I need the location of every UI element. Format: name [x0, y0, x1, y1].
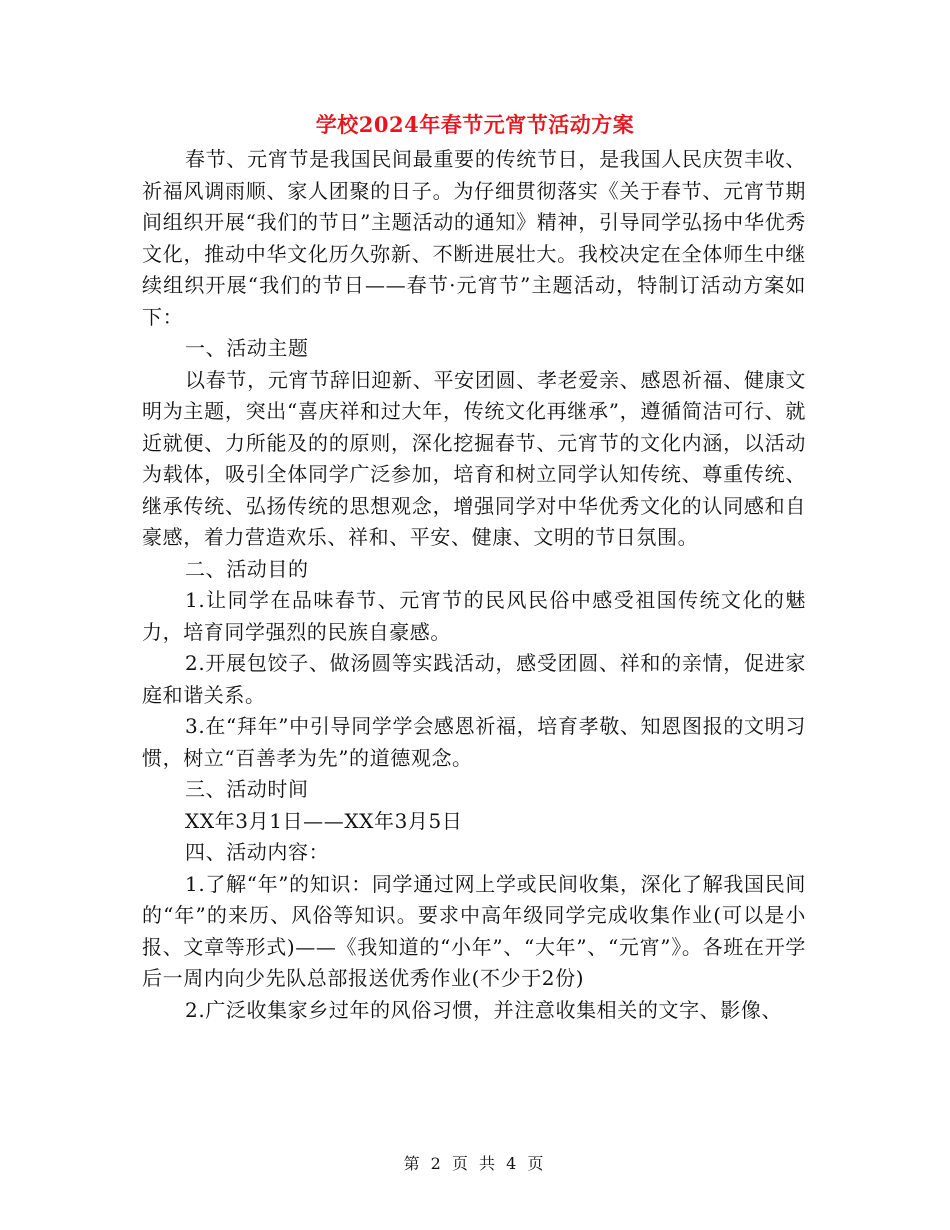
- section-heading-purpose: 二、活动目的: [185, 556, 309, 581]
- purpose-item-2: 2.开展包饺子、做汤圆等实践活动，感受团圆、祥和的亲情，促进家庭和谐关系。: [142, 651, 806, 707]
- page-footer: 第 2 页 共 4 页: [403, 1154, 547, 1173]
- purpose-item-1: 1.让同学在品味春节、元宵节的民风民俗中感受祖国传统文化的魅力，培育同学强烈的民族自豪感。: [142, 588, 806, 644]
- purpose-item-3: 3.在“拜年”中引导同学学会感恩祈福，培育孝敬、知恩图报的文明习惯，树立“百善孝为先”的道德观念。: [142, 714, 806, 770]
- theme-paragraph: 以春节，元宵节辞旧迎新、平安团圆、孝老爱亲、感恩祈福、健康文明为主题，突出“喜庆祥和过大年，传统文化再继承”，遵循简洁可行、就近就便、力所能及的的原则，深化挖掘春节、元宵节的文化内涵，以活动为载体，吸引全体同学广泛参加，培育和树立同学认知传统、尊重传统、继承传统、弘扬传统的思想观念，增强同学对中华优秀文化的认同感和自豪感，着力营造欢乐、祥和、平安、健康、文明的节日氛围。: [142, 367, 806, 549]
- section-heading-time: 三、活动时间: [185, 777, 309, 801]
- section-heading-theme: 一、活动主题: [185, 336, 309, 360]
- section-heading-content: 四、活动内容：: [185, 840, 330, 864]
- content-item-1: 1.了解“年”的知识：同学通过网上学或民间收集，深化了解我国民间的“年”的来历、风俗等知识。要求中高年级同学完成收集作业(可以是小报、文章等形式)——《我知道的“小年”、“大年”、“元宵”》。各班在开学后一周内向少先队总部报送优秀作业(不少于2份): [142, 871, 806, 990]
- time-range: XX年3月1日——XX年3月5日: [185, 808, 463, 833]
- intro-paragraph: 春节、元宵节是我国民间最重要的传统节日，是我国人民庆贺丰收、祈福风调雨顺、家人团聚的日子。为仔细贯彻落实《关于春节、元宵节期间组织开展“我们的节日”主题活动的通知》精神，引导同学弘扬中华优秀文化，推动中华文化历久弥新、不断进展壮大。我校决定在全体师生中继续组织开展“我们的节日——春节·元宵节”主题活动，特制订活动方案如下：: [142, 147, 806, 329]
- content-item-2: 2.广泛收集家乡过年的风俗习惯，并注意收集相关的文字、影像、: [185, 997, 783, 1022]
- document-title: 学校2024年春节元宵节活动方案: [315, 112, 635, 137]
- document-body: [142, 144, 806, 1026]
